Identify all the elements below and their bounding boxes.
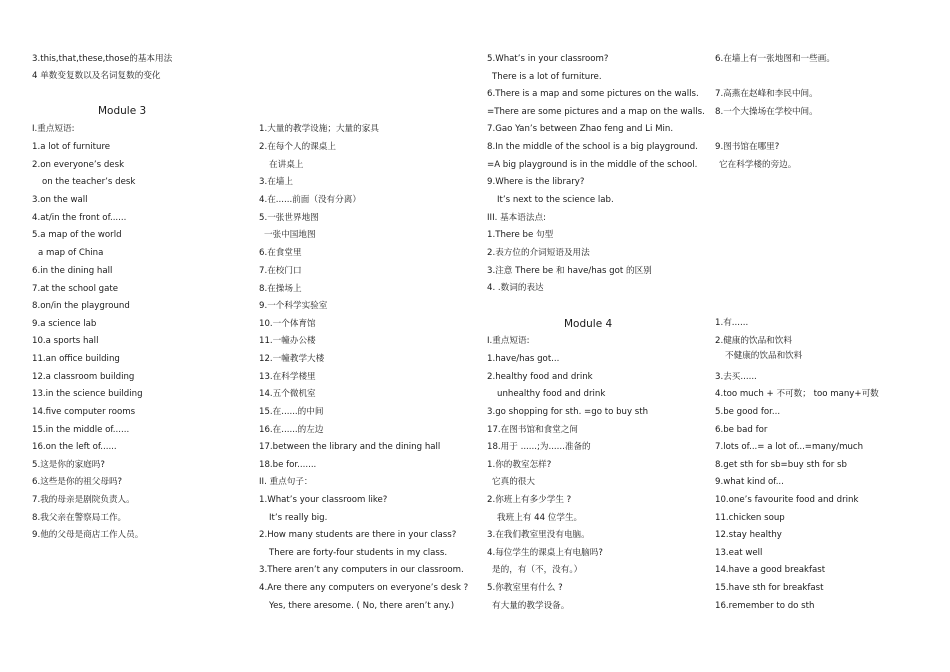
line: 它在科学楼的旁边。: [719, 160, 797, 170]
line: 4.Are there any computers on everyone’s desk ?: [259, 583, 469, 593]
line: 14.five computer rooms: [32, 407, 136, 417]
line: 1.What’s your classroom like?: [259, 495, 388, 505]
line: 5.What’s in your classroom?: [487, 54, 609, 64]
line: 它真的很大: [492, 477, 535, 487]
line: 5.be good for...: [715, 407, 781, 417]
line: It’s really big.: [269, 513, 328, 523]
line: 11.chicken soup: [715, 513, 785, 523]
line: III. 基本语法点:: [487, 213, 546, 223]
line: 8.一个大操场在学校中间。: [715, 107, 818, 117]
line: 10.a sports hall: [32, 336, 99, 346]
line: 8.In the middle of the school is a big playground.: [487, 142, 698, 152]
line: 17.在图书馆和食堂之间: [487, 425, 579, 435]
line: 9.图书馆在哪里?: [715, 142, 780, 152]
line: 7.lots of...= a lot of...=many/much: [715, 442, 864, 452]
line: 11.一幢办公楼: [259, 336, 316, 346]
line: 不健康的饮品和饮料: [725, 351, 803, 361]
line: =A big playground is in the middle of the school.: [487, 160, 698, 170]
line: 16.on the left of......: [32, 442, 117, 452]
line: 2.How many students are there in your class?: [259, 530, 457, 540]
line: 一张中国地图: [264, 230, 316, 240]
module-3-heading: Module 3: [98, 105, 147, 117]
line: 4 单数变复数以及名词复数的变化: [32, 71, 161, 81]
line: 1.There be 句型: [487, 230, 554, 240]
line: 17.between the library and the dining hall: [259, 442, 441, 452]
line: 6.在墙上有一张地图和一些画。: [715, 54, 835, 64]
line: 15.have sth for breakfast: [715, 583, 824, 593]
line: 2.healthy food and drink: [487, 372, 593, 382]
line: 18.be for.......: [259, 460, 317, 470]
line: 12.一幢教学大楼: [259, 354, 325, 364]
line: 14.五个微机室: [259, 389, 316, 399]
line: 5.你教室里有什么 ?: [487, 583, 563, 593]
line: 4.每位学生的课桌上有电脑吗?: [487, 548, 603, 558]
line: 12.a classroom building: [32, 372, 135, 382]
line: =There are some pictures and a map on the walls.: [487, 107, 705, 117]
line: 10.one’s favourite food and drink: [715, 495, 859, 505]
line: 7.在校门口: [259, 266, 302, 276]
line: 9.一个科学实验室: [259, 301, 328, 311]
line: 2.在每个人的课桌上: [259, 142, 336, 152]
line: 1.你的教室怎样?: [487, 460, 552, 470]
line: 6.in the dining hall: [32, 266, 113, 276]
line: 8.get sth for sb=buy sth for sb: [715, 460, 847, 470]
line: 10.一个体育馆: [259, 319, 316, 329]
line: I.重点短语:: [32, 124, 75, 134]
line: 4. .数词的表达: [487, 283, 544, 293]
line: 3.There aren’t any computers in our classroom.: [259, 565, 464, 575]
module-4-heading: Module 4: [564, 318, 613, 330]
line: 6.在食堂里: [259, 248, 302, 258]
line: 5.a map of the world: [32, 230, 122, 240]
line: 13.在科学楼里: [259, 372, 316, 382]
line: 6.be bad for: [715, 425, 768, 435]
line: 13.in the science building: [32, 389, 143, 399]
line: 3.在墙上: [259, 177, 293, 187]
line: 3.this,that,these,those的基本用法: [32, 54, 173, 64]
line: unhealthy food and drink: [497, 389, 606, 399]
line: 1.a lot of furniture: [32, 142, 111, 152]
line: 4.at/in the front of......: [32, 213, 127, 223]
line: 5.这是你的家庭吗?: [32, 460, 105, 470]
line: 16.remember to do sth: [715, 601, 815, 611]
line: 8.我父亲在警察局工作。: [32, 513, 127, 523]
line: I.重点短语:: [487, 336, 530, 346]
line: II. 重点句子：: [259, 477, 313, 487]
line: 8.在操场上: [259, 284, 302, 294]
line: 12.stay healthy: [715, 530, 782, 540]
line: 16.在......的左边: [259, 425, 324, 435]
line: on the teacher’s desk: [42, 177, 136, 187]
line: 15.在......的中间: [259, 407, 324, 417]
line: 3.注意 There be 和 have/has got 的区别: [487, 266, 652, 276]
line: 2.你班上有多少学生 ?: [487, 495, 572, 505]
line: 8.on/in the playground: [32, 301, 130, 311]
line: 6.There is a map and some pictures on the walls.: [487, 89, 699, 99]
line: 1.have/has got...: [487, 354, 560, 364]
line: 3.在我们教室里没有电脑。: [487, 530, 590, 540]
line: 2.表方位的介词短语及用法: [487, 248, 590, 258]
line: 11.an office building: [32, 354, 120, 364]
line: It’s next to the science lab.: [497, 195, 614, 205]
line: 7.高燕在赵峰和李民中间。: [715, 89, 818, 99]
line: There are forty-four students in my class.: [269, 548, 448, 558]
line: 我班上有 44 位学生。: [497, 513, 583, 523]
line: 7.at the school gate: [32, 284, 119, 294]
line: a map of China: [38, 248, 104, 258]
line: 有大量的教学设备。: [492, 601, 570, 611]
line: 9.what kind of...: [715, 477, 784, 487]
line: 9.a science lab: [32, 319, 97, 329]
line: 3.go shopping for sth. =go to buy sth: [487, 407, 649, 417]
line: 6.这些是你的祖父母吗?: [32, 477, 123, 487]
line: 4.在......前面（没有分离）: [259, 195, 361, 205]
line: 2.on everyone’s desk: [32, 160, 125, 170]
line: 2.健康的饮品和饮料: [715, 336, 792, 346]
line: 9.他的父母是商店工作人员。: [32, 530, 144, 540]
line: 3.on the wall: [32, 195, 88, 205]
line: There is a lot of furniture.: [492, 72, 602, 82]
line: 4.too much + 不可数； too many+可数: [715, 389, 879, 399]
line: Yes, there aresome. ( No, there aren’t any.): [269, 601, 455, 611]
line: 1.有......: [715, 318, 749, 328]
line: 是的，有（不，没有。）: [492, 565, 583, 575]
line: 1.大量的教学设施；大量的家具: [259, 124, 379, 134]
line: 13.eat well: [715, 548, 763, 558]
line: 9.Where is the library?: [487, 177, 585, 187]
line: 7.我的母亲是剧院负责人。: [32, 495, 135, 505]
line: 15.in the middle of......: [32, 425, 130, 435]
line: 18.用于 ......;为......准备的: [487, 442, 591, 452]
line: 7.Gao Yan’s between Zhao feng and Li Min.: [487, 124, 674, 134]
line: 5.一张世界地图: [259, 213, 319, 223]
line: 3.去买......: [715, 372, 757, 382]
line: 在讲桌上: [269, 160, 304, 170]
line: 14.have a good breakfast: [715, 565, 826, 575]
